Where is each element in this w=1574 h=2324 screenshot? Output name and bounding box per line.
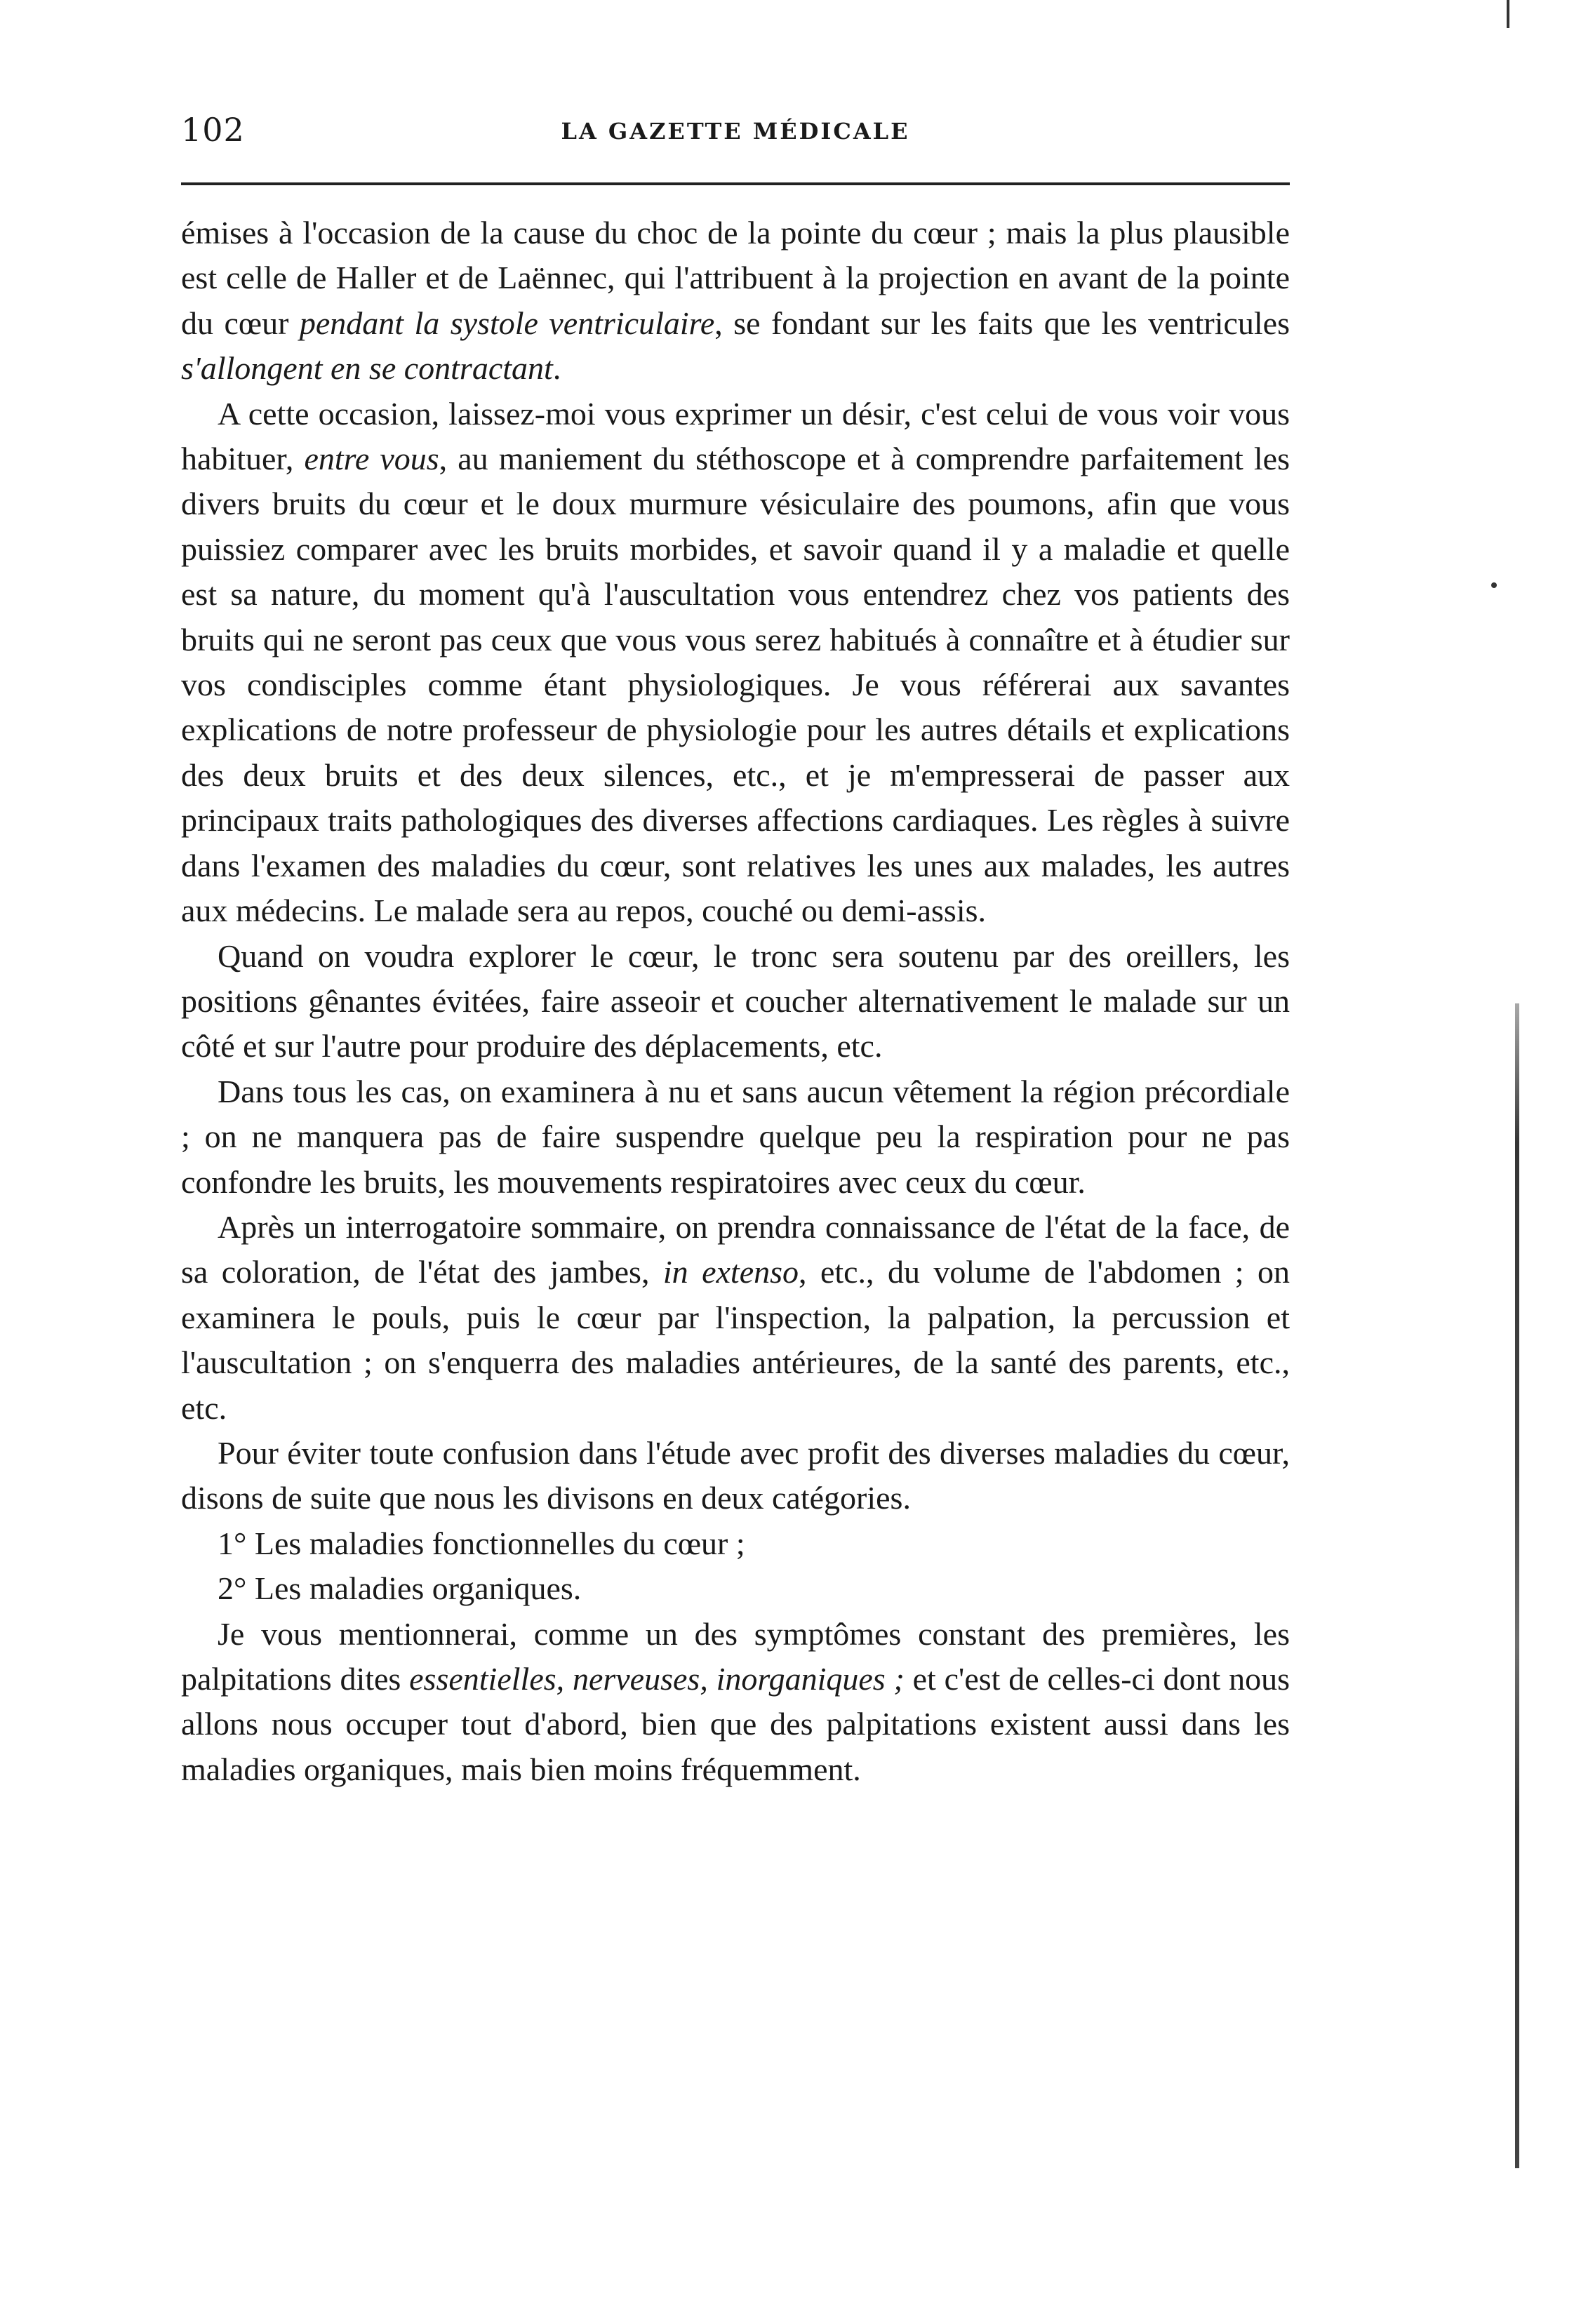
paragraph <box>181 1431 1290 1521</box>
paragraph <box>181 1069 1290 1205</box>
scan-edge-mark <box>1507 0 1509 28</box>
text-run: 1° Les maladies fonctionnelles du cœur ; <box>218 1525 745 1561</box>
text-run: Pour éviter toute confusion dans l'étude avec profit des diverses maladies du cœur, disons de suite que nous les divisons en deux catégories. <box>181 1434 1290 1516</box>
text-run: A cette occasion, laissez-moi vous exprimer un désir, c'est celui de vous voir vous habituer, <box>181 395 1290 477</box>
page-header <box>181 111 1290 153</box>
scan-speck <box>1491 582 1497 588</box>
text-run: , etc., du volume de l'abdomen ; on examinera le pouls, puis le cœur par l'inspection, la palpation, la percussion et l'auscultation ; on s'enquerra des maladies antérieures, de la santé des parents, etc., etc. <box>181 1254 1290 1426</box>
text-run: émises à l'occasion de la cause du choc de la pointe du cœur ; mais la plus plausible est celle de Haller et de Laënnec, qui l'attribuent à la projection en avant de la pointe du cœur <box>181 215 1290 341</box>
paragraph <box>181 1205 1290 1431</box>
text-run: et c'est de celles-ci dont nous allons nous occuper tout d'abord, bien que des palpitations existent aussi dans les maladies organiques, mais bien moins fréquemment. <box>181 1661 1290 1787</box>
italic-text: pendant la systole ventriculaire <box>299 305 715 341</box>
text-run: Après un interrogatoire sommaire, on prendra connaissance de l'état de la face, de sa coloration, de l'état des jambes, <box>181 1208 1290 1290</box>
italic-text: s'allongent en se contractant <box>181 350 553 387</box>
italic-text: in extenso <box>662 1254 799 1290</box>
text-run: Dans tous les cas, on examinera à nu et sans aucun vêtement la région précordiale ; on ne manquera pas de faire suspendre quelque peu la respiration pour ne pas confondre les bruits, les mouvements respiratoires avec ceux du cœur. <box>181 1073 1290 1200</box>
header-rule <box>181 182 1290 185</box>
paragraph <box>181 1521 1290 1566</box>
text-run: 2° Les maladies organiques. <box>218 1570 582 1607</box>
paragraph <box>181 211 1290 392</box>
text-run: , se fondant sur les faits que les ventricules <box>714 305 1290 341</box>
text-run: , au maniement du stéthoscope et à comprendre parfaitement les divers bruits du cœur et le doux murmure vésiculaire des poumons, afin que vous puissiez comparer avec les bruits morbides, et savoir quand il y a maladie et quelle est sa nature, du moment qu'à l'auscultation vous entendrez chez vos patients des bruits qui ne seront pas ceux que vous vous serez habitués à connaître et à étudier sur vos condisciples comme étant physiologiques. Je vous référerai aux savantes explications de notre professeur de physiologie pour les autres détails et explications des deux bruits et des deux silences, etc., et je m'empresserai de passer aux principaux traits pathologiques des diverses affections cardiaques. Les règles à suivre dans l'examen des maladies du cœur, sont relatives les unes aux malades, les autres aux médecins. Le malade sera au repos, couché ou demi-assis. <box>181 441 1290 929</box>
text-run: Quand on voudra explorer le cœur, le tronc sera soutenu par des oreillers, les positions gênantes évitées, faire asseoir et coucher alternativement le malade sur un côté et sur l'autre pour produire des déplacements, etc. <box>181 937 1290 1064</box>
running-title: LA GAZETTE MÉDICALE <box>561 118 910 145</box>
body-text <box>181 211 1290 1792</box>
paragraph <box>181 392 1290 934</box>
text-run: Je vous mentionnerai, comme un des symptômes constant des premières, les palpitations dites <box>181 1615 1290 1697</box>
italic-text: entre vous <box>304 441 439 477</box>
paragraph <box>181 1566 1290 1611</box>
text-run: . <box>552 350 561 387</box>
page-number: 102 <box>181 111 245 149</box>
italic-text: essentielles, nerveuses, inorganiques ; <box>409 1661 905 1697</box>
scan-binding-edge <box>1515 1003 1519 2168</box>
paragraph <box>181 1612 1290 1793</box>
paragraph <box>181 934 1290 1069</box>
